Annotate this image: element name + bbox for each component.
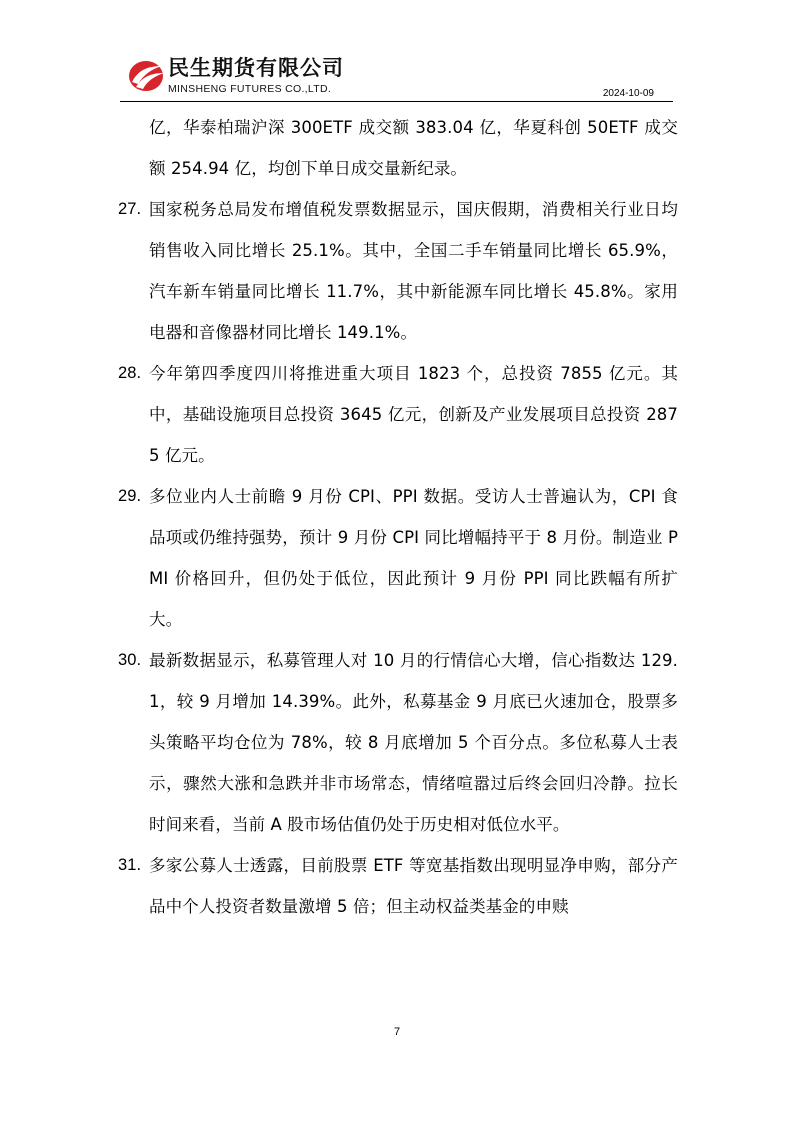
page-number: 7 [393, 1026, 401, 1038]
news-item-text: 今年第四季度四川将推进重大项目 1823 个，总投资 7855 亿元。其中，基础设施项目总投资 3645 亿元，创新及产业发展项目总投资 2875 亿元。 [149, 364, 678, 465]
news-item-text: 国家税务总局发布增值税发票数据显示，国庆假期，消费相关行业日均销售收入同比增长 25.1%。其中，全国二手车销量同比增长 65.9%，汽车新车销量同比增长 11.7%，其中新能源车同比增长 45.8%。家用电器和音像器材同比增长 149.1%。 [149, 200, 678, 342]
news-item-28 [118, 353, 678, 476]
news-item-31 [118, 845, 678, 927]
news-list [118, 107, 678, 927]
header-divider [120, 101, 673, 102]
news-item-number: 28. [118, 364, 142, 382]
news-item-continued [118, 107, 678, 189]
news-item-text: 多位业内人士前瞻 9 月份 CPI、PPI 数据。受访人士普遍认为，CPI 食品项或仍维持强势，预计 9 月份 CPI 同比增幅持平于 8 月份。制造业 PMI 价格回升，但仍处于低位，因此预计 9 月份 PPI 同比跌幅有所扩大。 [149, 487, 678, 629]
company-name-en: MINSHENG FUTURES CO.,LTD. [168, 83, 332, 95]
news-item-27 [118, 189, 678, 353]
news-item-text: 亿，华泰柏瑞沪深 300ETF 成交额 383.04 亿，华夏科创 50ETF 成交额 254.94 亿，均创下单日成交量新纪录。 [149, 118, 678, 178]
news-item-text: 多家公募人士透露，目前股票 ETF 等宽基指数出现明显净申购，部分产品中个人投资者数量激增 5 倍；但主动权益类基金的申赎 [149, 856, 678, 916]
news-item-text: 最新数据显示，私募管理人对 10 月的行情信心大增，信心指数达 129.1，较 9 月增加 14.39%。此外，私募基金 9 月底已火速加仓，股票多头策略平均仓位为 78%，较 8 月底增加 5 个百分点。多位私募人士表示，骤然大涨和急跌并非市场常态，情绪喧嚣过后终会回归冷静。拉长时间来看，当前 A 股市场估值仍处于历史相对低位水平。 [149, 651, 678, 834]
report-date: 2024-10-09 [602, 88, 654, 99]
news-item-number: 31. [118, 856, 142, 874]
news-item-number: 30. [118, 651, 142, 669]
news-item-number: 29. [118, 487, 142, 505]
news-item-number: 27. [118, 200, 142, 218]
page-header [122, 52, 674, 102]
news-item-29 [118, 476, 678, 640]
company-logo-icon [126, 56, 166, 94]
company-name-cn: 民生期货有限公司 [168, 56, 344, 80]
news-item-30 [118, 640, 678, 845]
